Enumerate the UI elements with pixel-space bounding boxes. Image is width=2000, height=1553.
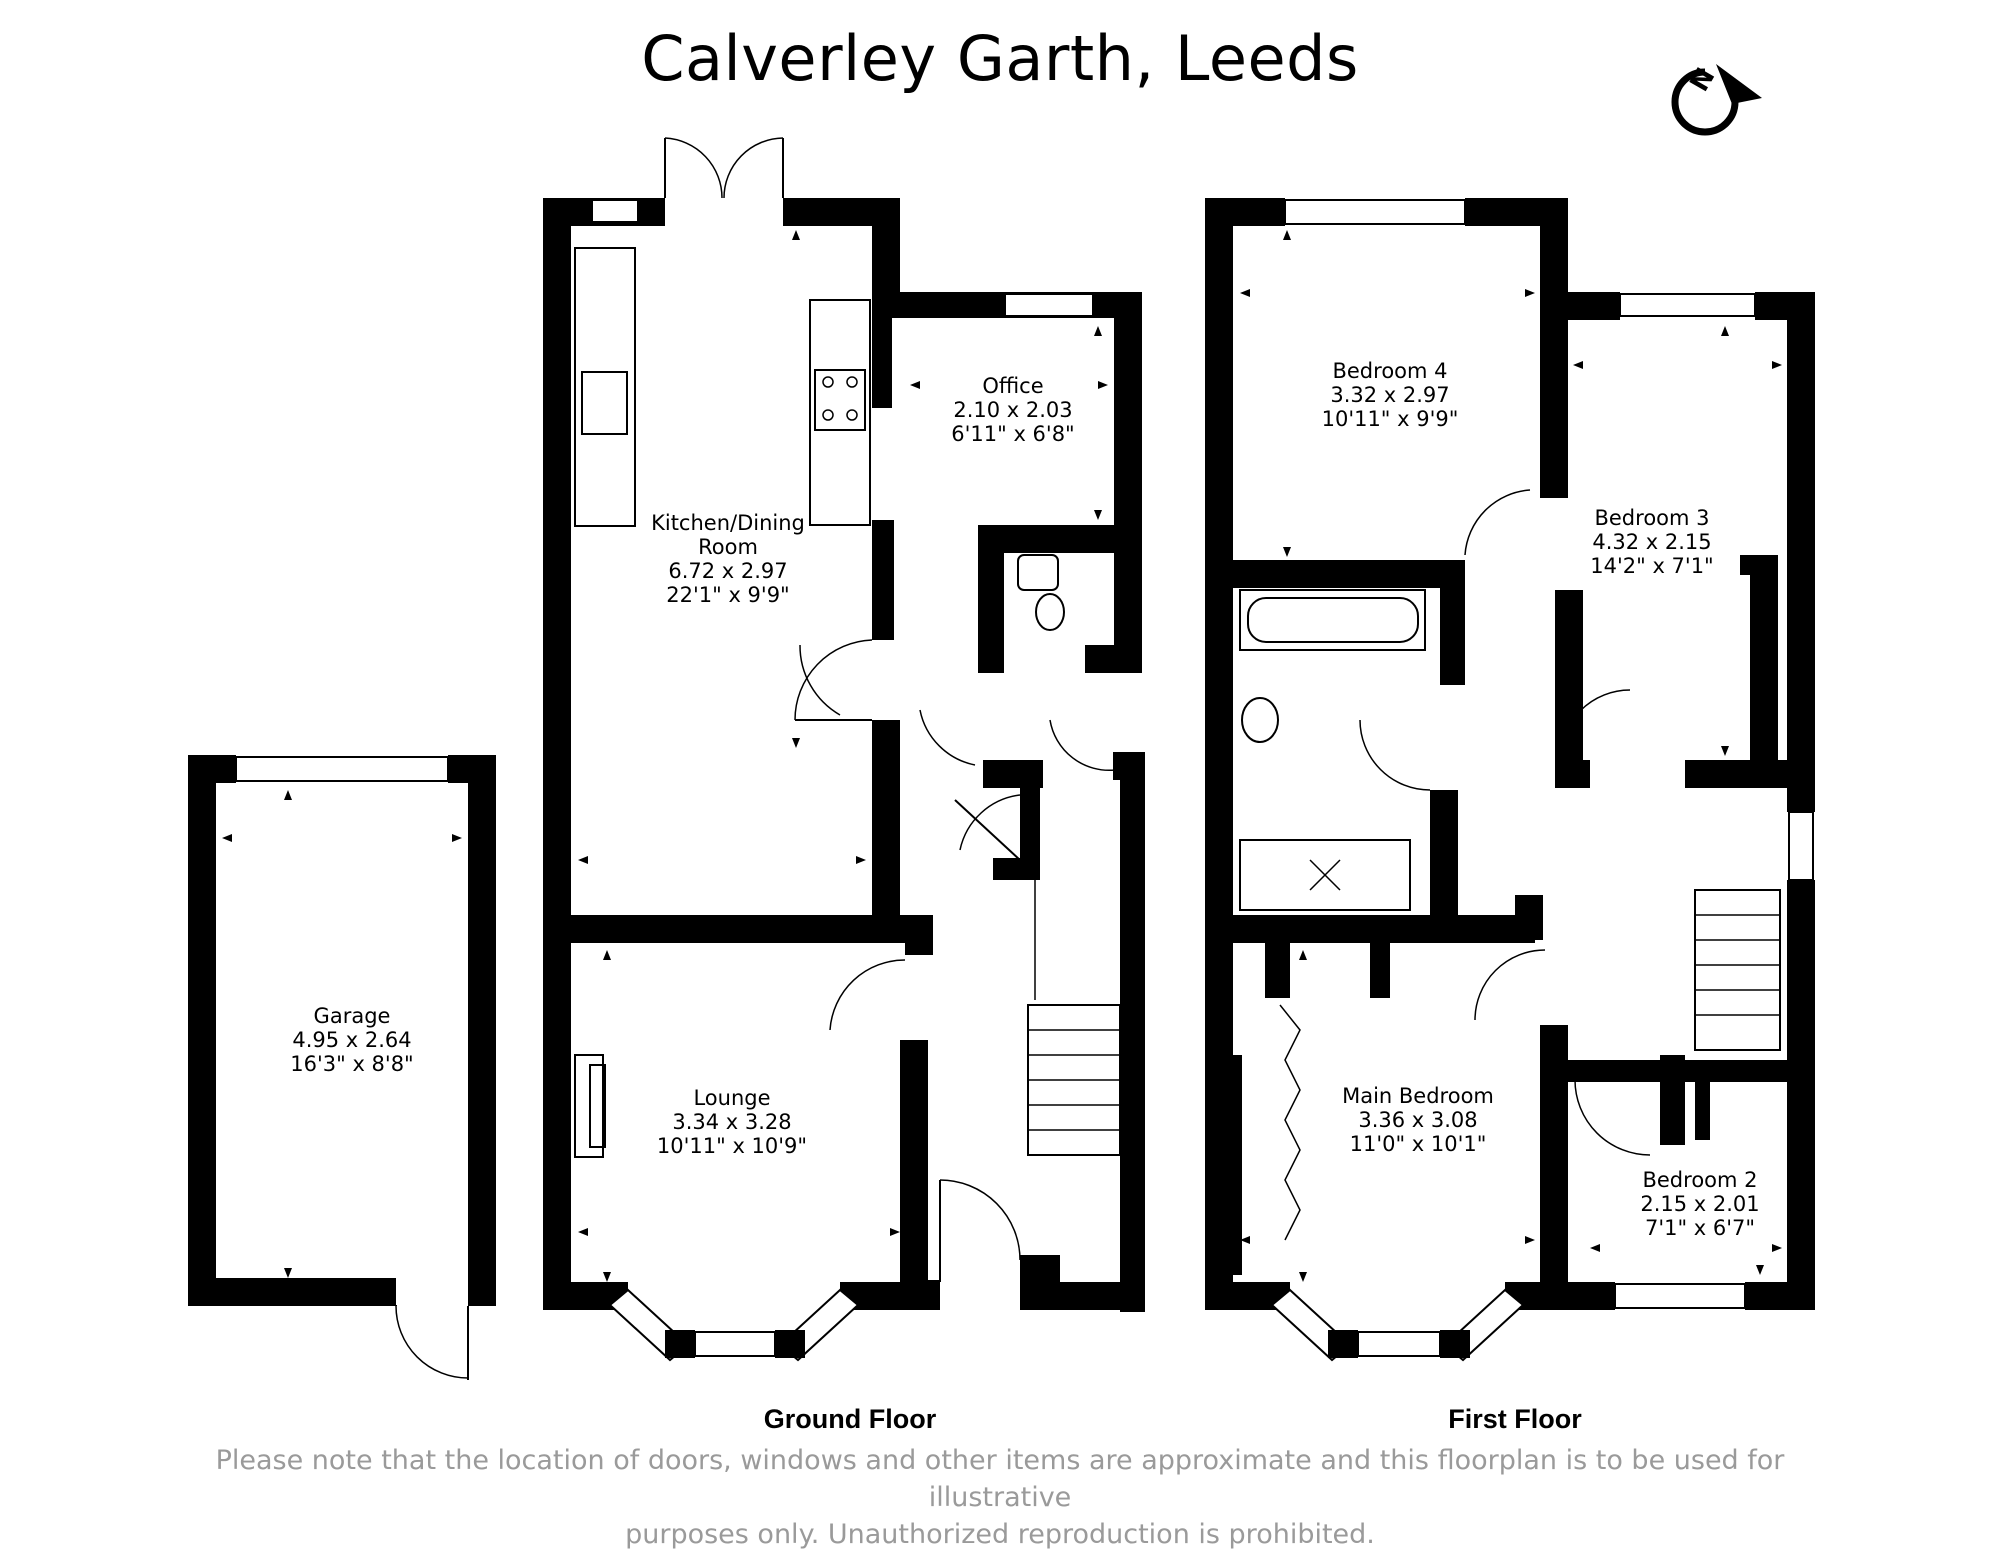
garage-name: Garage — [313, 1004, 391, 1028]
kitchen-metric: 6.72 x 2.97 — [668, 559, 788, 583]
compass-letter: N — [1684, 63, 1722, 97]
garage-metric: 4.95 x 2.64 — [292, 1028, 412, 1052]
bedroom2-metric: 2.15 x 2.01 — [1640, 1192, 1760, 1216]
lounge-metric: 3.34 x 3.28 — [672, 1110, 792, 1134]
disclaimer — [150, 1442, 1850, 1553]
kitchen-imperial: 22'1" x 9'9" — [666, 583, 790, 607]
main-bedroom-name: Main Bedroom — [1342, 1084, 1494, 1108]
main-bedroom-metric: 3.36 x 3.08 — [1358, 1108, 1478, 1132]
bedroom2-imperial: 7'1" x 6'7" — [1644, 1216, 1756, 1240]
main-bedroom-imperial: 11'0" x 10'1" — [1349, 1132, 1487, 1156]
bedroom4-metric: 3.32 x 2.97 — [1330, 383, 1450, 407]
ground-floor-plan — [543, 138, 1145, 1360]
page-title: Calverley Garth, Leeds — [641, 22, 1359, 95]
disclaimer-line-1: Please note that the location of doors, windows and other items are approximate and this floorplan is to be used for illustrative — [215, 1445, 1785, 1513]
office-name: Office — [982, 374, 1044, 398]
disclaimer-line-2: purposes only. Unauthorized reproduction is prohibited. — [625, 1519, 1375, 1550]
room-label-main-bedroom — [1342, 1084, 1494, 1156]
room-label-bedroom3 — [1590, 506, 1713, 578]
lounge-name: Lounge — [693, 1086, 771, 1110]
room-label-bedroom2 — [1640, 1168, 1759, 1240]
room-label-garage — [290, 1004, 413, 1076]
bedroom3-imperial: 14'2" x 7'1" — [1590, 554, 1714, 578]
first-floor-label: First Floor — [1448, 1404, 1582, 1434]
room-label-office — [951, 374, 1074, 446]
room-label-bedroom4 — [1322, 359, 1459, 431]
room-label-lounge — [657, 1086, 807, 1158]
kitchen-name-1: Kitchen/Dining — [651, 511, 805, 535]
bedroom4-name: Bedroom 4 — [1332, 359, 1448, 383]
office-metric: 2.10 x 2.03 — [953, 398, 1073, 422]
garage-imperial: 16'3" x 8'8" — [290, 1052, 414, 1076]
kitchen-name-2: Room — [698, 535, 758, 559]
north-compass-icon — [1675, 63, 1762, 132]
bedroom4-imperial: 10'11" x 9'9" — [1321, 407, 1459, 431]
office-imperial: 6'11" x 6'8" — [951, 422, 1075, 446]
bedroom3-name: Bedroom 3 — [1594, 506, 1710, 530]
bedroom2-name: Bedroom 2 — [1642, 1168, 1758, 1192]
lounge-imperial: 10'11" x 10'9" — [656, 1134, 808, 1158]
ground-floor-label: Ground Floor — [763, 1404, 937, 1434]
bedroom3-metric: 4.32 x 2.15 — [1592, 530, 1712, 554]
room-label-kitchen — [651, 511, 805, 607]
